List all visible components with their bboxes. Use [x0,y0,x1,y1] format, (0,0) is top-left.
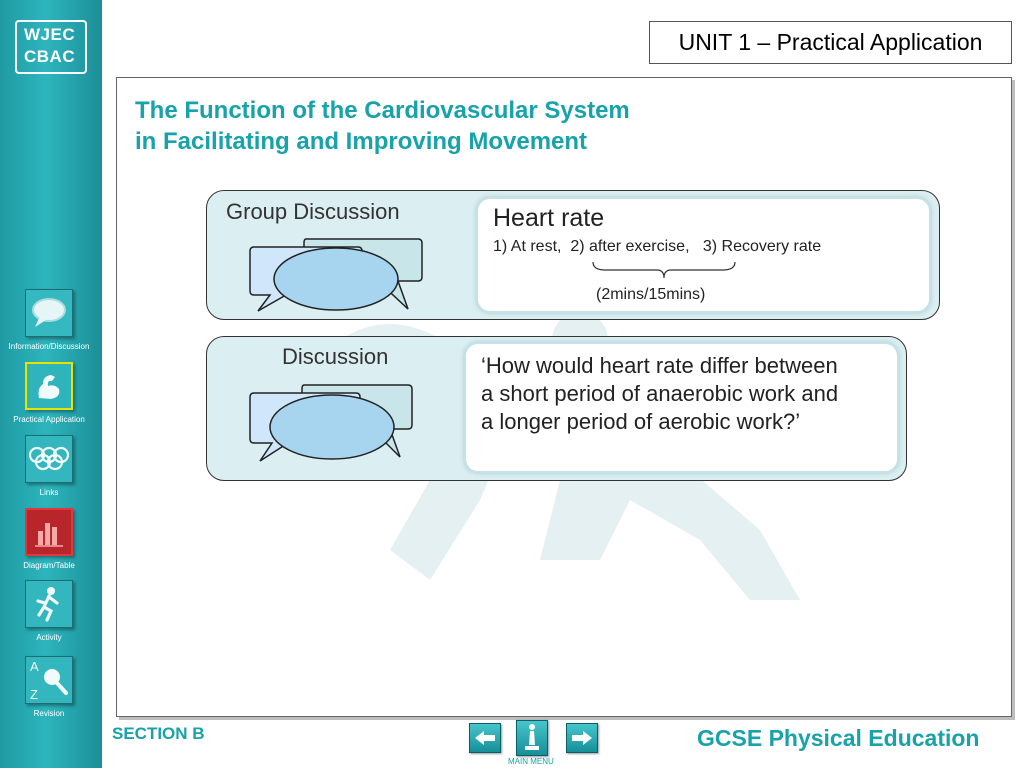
forward-button[interactable] [566,723,598,753]
main-menu-icon [522,723,542,753]
speech-bubble-icon [25,289,73,337]
sidebar-item-links[interactable] [0,435,98,497]
sidebar-item-label: Diagram/Table [23,561,75,570]
svg-text:A: A [30,659,39,674]
forward-arrow-icon [570,729,594,747]
heart-rate-heading: Heart rate [493,204,605,232]
sidebar-item-label: Links [39,488,59,497]
section-label: SECTION B [112,724,205,743]
back-arrow-icon [473,729,497,747]
bar-chart-icon [25,508,73,556]
sidebar-item-label: Revision [33,709,65,718]
flexed-arm-icon [25,362,73,410]
discussion-question: ‘How would heart rate differ between a short period of anaerobic work and a longer period of aerobic work?’ [481,353,839,434]
group-discussion-label: Group Discussion [226,199,400,224]
sidebar-item-information-discussion[interactable] [0,289,98,351]
curly-brace-icon [591,260,737,280]
unit-title-box: UNIT 1 – Practical Application [649,21,1012,64]
sidebar-item-label: Information/Discussion [8,342,90,351]
sidebar [0,0,102,768]
speech-bubbles-icon [248,383,414,463]
back-button[interactable] [469,723,501,753]
olympic-rings-icon [25,435,73,483]
svg-text:Z: Z [30,687,38,702]
course-title: GCSE Physical Education [697,725,980,751]
discussion-label: Discussion [282,344,389,369]
sidebar-item-practical-application[interactable] [0,362,98,424]
heart-rate-items: 1) At rest, 2) after exercise, 3) Recovery rate [493,238,822,255]
main-menu-label[interactable]: MAIN MENU [508,757,554,766]
sidebar-item-label: Practical Application [13,415,85,424]
main-menu-button[interactable] [516,720,548,756]
sidebar-item-diagram-table[interactable] [0,508,98,570]
a-z-magnifier-icon [25,656,73,704]
wjec-cbac-logo: WJEC CBAC [15,20,87,74]
page-title: The Function of the Cardiovascular System in Facilitating and Improving Movement [135,97,630,155]
runner-icon [25,580,73,628]
sidebar-item-activity[interactable] [0,580,98,642]
speech-bubbles-icon [248,237,424,313]
sidebar-item-label: Activity [36,633,62,642]
recovery-time-note: (2mins/15mins) [596,286,706,303]
sidebar-item-revision[interactable] [0,656,98,718]
